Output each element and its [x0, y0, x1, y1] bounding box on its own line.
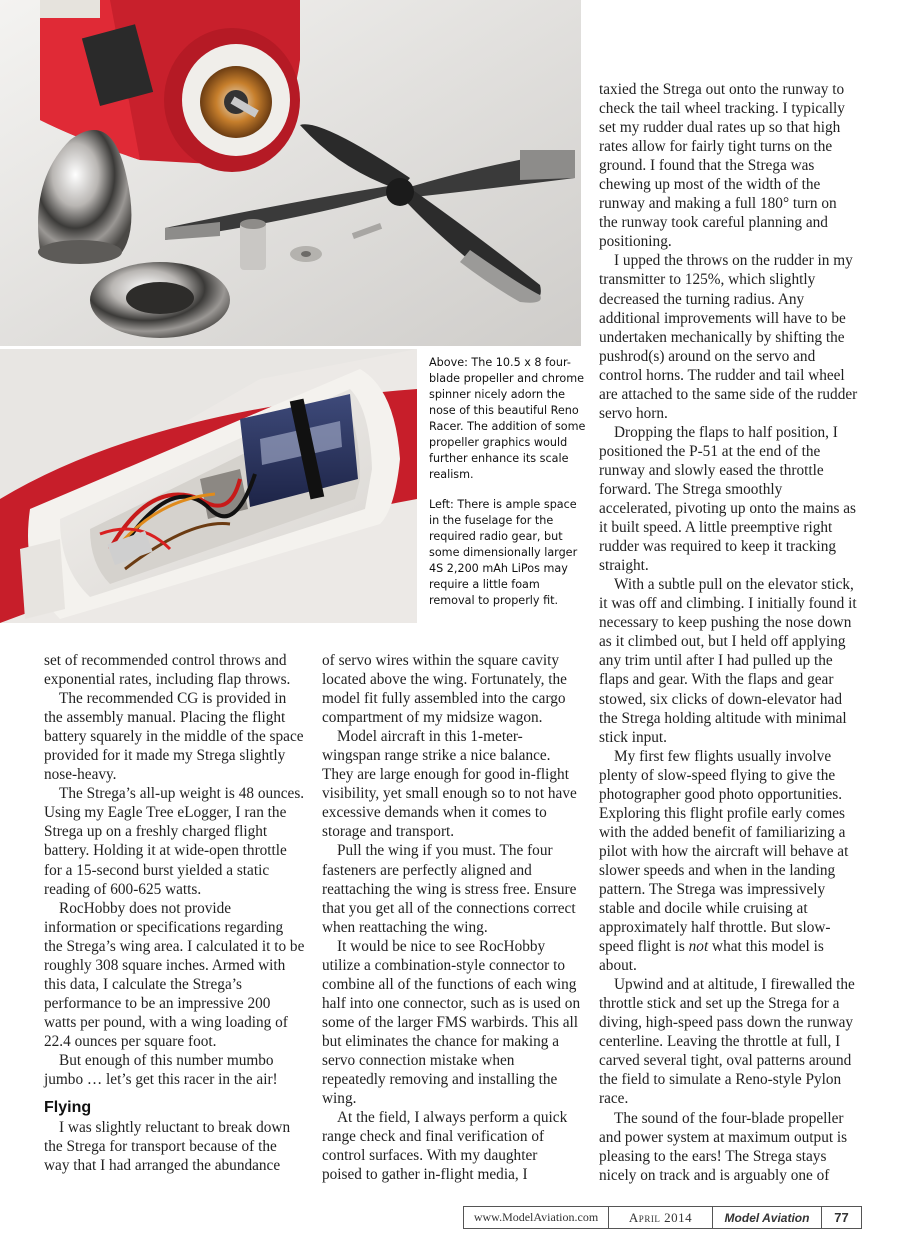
propeller-spinner-photo [0, 0, 581, 346]
paragraph: set of recommended control throws and exponential rates, including flap throws. [44, 652, 291, 689]
article-column-3 [599, 80, 858, 1185]
footer-page-number: 77 [834, 1210, 849, 1225]
paragraph: The sound of the four-blade propeller and power system at maximum output is pleasing to the ears! The Strega stays nicely on track and is arguably one of [599, 1109, 848, 1184]
caption-above: Above: The 10.5 x 8 four-blade propeller and chrome spinner nicely adorn the nose of this beautiful Reno Racer. The addition of some propeller graphics would further enhance its scale realism. [429, 356, 586, 481]
paragraph-text: what this model is about. [599, 938, 824, 975]
paragraph: I upped the throws on the rudder in my transmitter to 125%, which slightly decreased the turning radius. Any additional improvements will have to be undertaken mechanically by shifting the pushrod(s) around on the servo and control horns. The rudder and tail wheel are attached to the same side of the rudder servo horn. [599, 252, 858, 422]
fuselage-interior-photo [0, 349, 417, 623]
article-column-1 [44, 651, 305, 1175]
footer-issue-date: April 2014 [609, 1207, 713, 1228]
paragraph: Model aircraft in this 1-meter-wingspan range strike a nice balance. They are large enough for good in-flight visibility, yet small enough so to not have excessive demands when it comes to storage and transport. [322, 728, 577, 841]
paragraph: But enough of this number mumbo jumbo … let’s get this racer in the air! [44, 1051, 278, 1089]
paragraph: The recommended CG is provided in the assembly manual. Placing the flight battery squarely in the middle of the space provided for it made my Strega slightly nose-heavy. [44, 690, 304, 784]
paragraph-text: My first few flights usually involve plenty of slow-speed flying to give the photographer good photo opportunities. Exploring this flight profile early comes with the added benefit of familiarizing a pilot with how the aircraft will behave at slower speeds and when in the landing pattern. The Strega was impressively stable and docile while cruising at approximately half throttle. But slow-speed flight is [599, 747, 849, 956]
paragraph: With a subtle pull on the elevator stick, it was off and climbing. I initially found it necessary to keep pushing the nose down as it climbed out, but I held off applying any trim until after I had pulled up the flaps and gear. With the flaps and gear stowed, six clicks of down-elevator had the Strega holding altitude with minimal stick input. [599, 576, 857, 746]
paragraph: The Strega’s all-up weight is 48 ounces. Using my Eagle Tree eLogger, I ran the Strega up on a freshly charged flight battery. Holding it at wide-open throttle for a 15-second burst yielded a static reading of 600-625 watts. [44, 785, 305, 898]
emphasis-text: not [688, 938, 709, 956]
paragraph: Dropping the flaps to half position, I positioned the P-51 at the end of the runway and slowly eased the throttle forward. The Strega smoothly accelerated, pivoting up onto the mains as it built speed. A little preemptive right rudder was required to keep it tracking straight. [599, 423, 856, 575]
paragraph: It would be nice to see RocHobby utilize a combination-style connector to combine all of the functions of each wing half into one connector, such as is used on some of the larger FMS warbirds. This all but eliminates the chance for making a servo connection mistake when repeatedly removing and installing the wing. [322, 937, 581, 1108]
propeller-spinner-illustration [0, 0, 581, 346]
article-column-2 [322, 651, 581, 1184]
paragraph: Upwind and at altitude, I firewalled the throttle stick and set up the Strega for a diving, high-speed pass down the runway centerline. Leaving the throttle at full, I carved several tight, oval patterns around the field to simulate a Reno-style Pylon race. [599, 976, 855, 1108]
paragraph: of servo wires within the square cavity located above the wing. Fortunately, the model fit fully assembled into the cargo compartment of my midsize wagon. [322, 652, 567, 727]
paragraph [599, 747, 858, 976]
photo-captions [429, 355, 587, 623]
footer-website-link[interactable]: www.ModelAviation.com [464, 1207, 609, 1228]
fuselage-interior-illustration [0, 349, 417, 623]
paragraph: taxied the Strega out onto the runway to check the tail wheel tracking. I typically set my rudder dual rates up so that high rates allow for fairly tight turns on the ground. I found that the Strega was chewing up most of the width of the runway and making a full 180° turn on the runway took careful planning and positioning. [599, 81, 845, 251]
paragraph: I was slightly reluctant to break down the Strega for transport because of the way that I had arranged the abundance [44, 1119, 291, 1175]
footer-magazine-name: Model Aviation [713, 1207, 822, 1228]
paragraph: RocHobby does not provide information or specifications regarding the Strega’s wing area. I calculated it to be roughly 308 square inches. Armed with this data, I calculate the Strega’s performance to be an impressive 200 watts per pound, with a wing loading of 22.4 ounces per square foot. [44, 899, 305, 1050]
section-heading-flying: Flying [44, 1099, 92, 1117]
page-footer [463, 1206, 862, 1229]
paragraph: At the field, I always perform a quick range check and final verification of control surfaces. With my daughter poised to gather in-flight media, I [322, 1109, 568, 1184]
paragraph: Pull the wing if you must. The four fasteners are perfectly aligned and reattaching the wing is stress free. Ensure that you get all of the connections correct when reattaching the wing. [322, 842, 577, 936]
caption-left: Left: There is ample space in the fuselage for the required radio gear, but some dimensionally larger 4S 2,200 mAh LiPos may require a little foam removal to properly fit. [429, 498, 578, 607]
